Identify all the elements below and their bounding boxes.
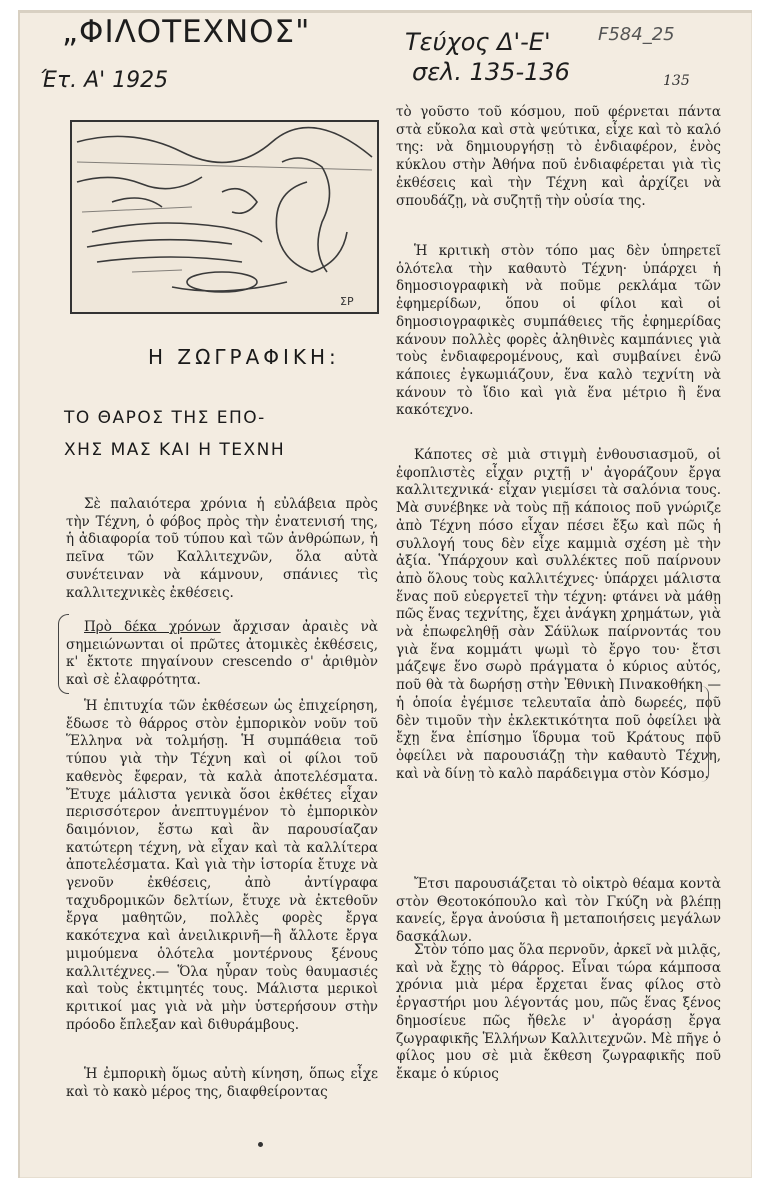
article-subtitle-line1: ΤΟ ΘΑΡΟΣ ΤΗΣ ΕΠΟ- [64,408,266,428]
left-paragraph-1: Σὲ παλαιότερα χρόνια ἡ εὐλάβεια πρὸς τὴν Τέχνη, ὁ φόβος πρὸς τὴν ἐνατενισή της, ἡ ἀδιαφορία τοῦ τύπου καὶ τῶν ἀνθρώπων, ἡ πεῖνα τῶν Καλλιτεχνῶν, ὅλα αὐτὰ συνέτειναν νὰ κάμνουν, σπάνιες τὶς καλλιτεχνικὲς ἐκθέσεις. [66,496,378,601]
illustration-monogram: ΣΡ [340,295,354,308]
margin-bracket [58,614,69,694]
ink-dot [258,1142,263,1147]
handwritten-magazine-title: „ΦΙΛΟΤΕΧΝΟΣ" [62,14,311,50]
article-subtitle-line2: ΧΗΣ ΜΑΣ ΚΑΙ Η ΤΕΧΝΗ [64,440,286,460]
page-number: 135 [663,73,690,89]
left-paragraph-4: Ἡ ἐμπορικὴ ὅμως αὐτὴ κίνηση, ὅπως εἶχε καὶ τὸ κακὸ μέρος της, διαφθείροντας [66,1066,378,1100]
right-paragraph-2: Κάποτες σὲ μιὰ στιγμὴ ἐνθουσιασμοῦ, οἱ ἐφοπλιστὲς εἶχαν ριχτῇ ν' ἀγοράζουν ἔργα καλλιτεχνικά· εἶχαν γιεμίσει τὰ σαλόνια τους. Μὰ συνέβηκε νὰ τοὺς πῇ κάποιος ποῦ γνώριζε ἀπὸ Τέχνη πόσο εἶχαν πέσει ἔξω καὶ πῶς ἡ συλλογή τους δὲν εἶχε καμμιὰ σχέση μὲ τὴν ἀξία. Ὑπάρχουν καὶ συλλέκτες ποῦ παίρνουν ἀπὸ ὅλους τοὺς καλλιτέχνες· ὑπάρχει μάλιστα ἕνας ποῦ εὐεργετεῖ τὴν τέχνη: φτάνει νὰ μάθῃ πῶς ἕνας τεχνίτης, ἔχει ἀνάγκη χρημάτων, γιὰ νὰ ἐπωφεληθῇ σὰν Σάϋλωκ παίρνοντάς του γιὰ ἕνα κομμάτι ψωμὶ τὸ ἔργο του· ἔτσι μάζεψε ἕνο σωρὸ πράγματα ὁ κύριος αὐτός, ποῦ θὰ τὰ δωρήσῃ στὴν Ἐθνικὴ Πινακοθήκη — ἡ ὁποία ἐγέμισε τελευταῖα ἀπὸ δωρεές, ποῦ δὲν τιμοῦν τὴν ἐκλεκτικότητα ποῦ ὀφείλει νὰ ἔχῃ ἕνα ἐπίσημο ἵδρυμα τοῦ Κράτους ποῦ ὀφείλει νὰ παρουσιάζῃ τὴν καθαυτὸ Τέχνη, καὶ νὰ δίνῃ τὸ καλὸ παράδειγμα στὸν Κόσμο. [396,447,721,782]
left-paragraph-2: Πρὸ δέκα χρόνων ἄρχισαν ἀραιὲς νὰ σημειώνωνται οἱ πρῶτες ἀτομικὲς ἐκθέσεις, κ' ἔκτοτε πηγαίνουν crescendo σ' ἀριθμὸν καὶ σὲ ἐλαφρότητα. [66,619,379,689]
left-paragraph-3: Ἡ ἐπιτυχία τῶν ἐκθέσεων ὡς ἐπιχείρηση, ἔδωσε τὸ θάρρος στὸν ἐμπορικὸν νοῦν τοῦ Ἕλληνα νὰ τολμήσῃ. Ἡ συμπάθεια τοῦ τύπου γιὰ τὴν Τέχνη καὶ οἱ φίλοι τοῦ καθενὸς ἔφεραν, τὰ καλὰ ἀποτελέσματα. Ἔτυχε μάλιστα γενικὰ ὅσοι ἐκθέτες εἶχαν περισσότερον ἀνεπτυγμένον τὸ ἐμπορικὸν δαιμόνιον, ἔστω καὶ ἂν παρουσίαζαν κατώτερη τέχνη, νὰ εἶχαν καὶ τὰ καλλίτερα ἀποτελέσματα. Καὶ γιὰ τὴν ἱστορία ἔτυχε νὰ γενοῦν ἐκθέσεις, ἀπὸ ἀντίγραφα ταχυδρομικῶν δελτίων, ἔτυχε νὰ ἐκτεθοῦν ἔργα μαθητῶν, πολλὲς φορὲς ἔργα κακότεχνα καὶ ἀνειλικρινῆ—ἢ ἄλλοτε ἔργα μιμούμενα ὁλότελα μοντέρνους ξένους καλλιτέχνες.— Ὅλα ηὗραν τοὺς θαυμασιές καὶ τοὺς ἐκτιμητές τους. Μάλιστα μερικοὶ κριτικοί μας γιὰ νὰ μὴν ὑστερήσουν στὴν πρόοδο ἔπλεξαν καὶ διθυράμβους. [66,698,378,1033]
handwritten-issue: Τεύχος Δ'-Ε' [405,28,551,56]
handwritten-archive-code: F584_25 [598,24,675,45]
right-paragraph-3: Ἔτσι παρουσιάζεται τὸ οἰκτρὸ θέαμα κοντὰ στὸν Θεοτοκόπουλο καὶ τὸν Γκύζη νὰ βλέπῃ κανείς, ἔργα ἀνούσια ἢ μεταποιήσεις μεγάλων δασκάλων. [396,876,721,946]
right-paragraph-0: τὸ γοῦστο τοῦ κόσμου, ποῦ φέρνεται πάντα στὰ εὔκολα καὶ στὰ ψεύτικα, εἶχε καὶ τὸ καλό της: νὰ δημιουργήσῃ τὸ ἐνδιαφέρον, ἑνὸς κύκλου στὴν Ἀθήνα ποῦ ἐνδιαφέρεται γιὰ τὶς ἐκθέσεις καὶ τὴν Τέχνη καὶ ἀρχίζει νὰ σπουδάζῃ, νὰ συζητῇ τὴν οὐσία της. [396,104,721,209]
margin-mark [700,686,709,782]
handwritten-pages: σελ. 135-136 [412,58,570,86]
woodcut-illustration [70,120,379,314]
still-life-drawing [72,122,377,312]
right-paragraph-4: Στὸν τόπο μας ὅλα περνοῦν, ἀρκεῖ νὰ μιλᾷς, καὶ νὰ ἔχῃς τὸ θάρρος. Εἶναι τώρα κάμποσα χρόνια μιὰ μέρα ἔρχεται ἕνας φίλος στὸ ἐργαστήρι μου λέγοντάς μου, πῶς ἕνας ξένος δημοσίευε πῶς ἤθελε ν' ἀγοράσῃ ἔργα ζωγραφικῆς Ἑλλήνων Καλλιτεχνῶν. Μὲ πῆγε ὁ φίλος μου σὲ μιὰ ἔκθεση ζωγραφικῆς ποῦ ἔκαμε ὁ κύριος [396,942,721,1082]
underlined-phrase: Πρὸ δέκα χρόνων [84,619,221,635]
right-paragraph-1: Ἡ κριτικὴ στὸν τόπο μας δὲν ὑπηρετεῖ ὁλότελα τὴν καθαυτὸ Τέχνη· ὑπάρχει ἡ δημοσιογραφικὴ νὰ ποῦμε ρεκλάμα τῶν ἐφημερίδων, ὅπου οἱ φίλοι καὶ οἱ δημοσιογραφικὲς συμπάθειες τῆς ἐφημερίδας κάνουν πολλὲς φορὲς ἀληθινὲς καμπάνιες γιὰ τοὺς ἐνδιαφερομένους, καὶ συμβαίνει ἐνῶ κάποιες ἐγκωμιάζουν, ἕνα καλὸ τεχνίτη νὰ κάνουν τὸ ἴδιο καὶ γιὰ ἕνα μέτριο ἢ ἕνα κακότεχνο. [396,243,721,419]
article-heading: Η ΖΩΓΡΑΦΙΚΗ: [148,345,340,369]
handwritten-year: Έτ. Α' 1925 [40,68,169,93]
